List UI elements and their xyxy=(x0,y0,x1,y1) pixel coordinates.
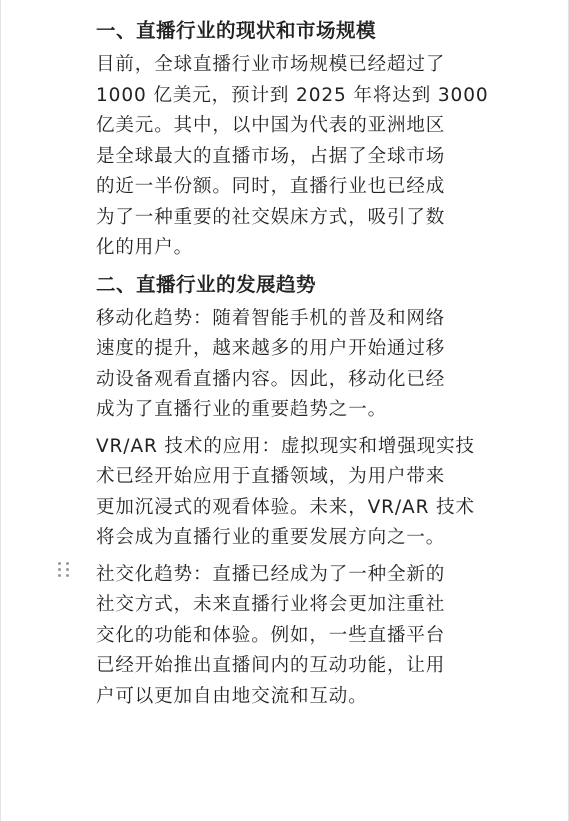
social-trend-block[interactable] xyxy=(96,560,476,713)
text-line: 的近一半份额。同时，直播行业也已经成 xyxy=(96,176,446,197)
document-body[interactable] xyxy=(96,16,489,718)
section1-paragraph[interactable] xyxy=(96,50,489,264)
text-line: 速度的提升，越来越多的用户开始通过移 xyxy=(96,338,446,359)
text-line: 动设备观看直播内容。因此，移动化已经 xyxy=(96,368,446,390)
text-line: 为了一种重要的社交娱床方式，吸引了数 xyxy=(96,206,446,228)
text-line: VR/AR 技术的应用：虚拟现实和增强现实技 xyxy=(96,435,475,457)
text-line: 目前，全球直播行业市场规模已经超过了 xyxy=(96,54,446,75)
mobile-trend-paragraph[interactable] xyxy=(96,304,476,426)
text-line: 成为了直播行业的重要趋势之一。 xyxy=(96,399,388,420)
text-line: 化的用户。 xyxy=(96,237,194,258)
drag-handle-icon[interactable] xyxy=(58,562,70,578)
text-line: 户可以更加自由地交流和互动。 xyxy=(96,685,368,707)
text-line: 移动化趋势：随着智能手机的普及和网络 xyxy=(96,307,446,329)
text-line: 已经开始推出直播间内的互动功能，让用 xyxy=(96,655,446,676)
vr-ar-paragraph[interactable] xyxy=(96,432,476,554)
text-line: 更加沉浸式的观看体验。未来，VR/AR 技术 xyxy=(96,496,475,518)
section-heading-1: 一、直播行业的现状和市场规模 xyxy=(96,19,377,42)
social-trend-paragraph[interactable] xyxy=(96,560,476,713)
text-line: 交化的功能和体验。例如，一些直播平台 xyxy=(96,624,446,646)
page-left-border xyxy=(0,0,1,821)
text-line: 亿美元。其中，以中国为代表的亚洲地区 xyxy=(96,115,446,136)
text-line: 术已经开始应用于直播领域，为用户带来 xyxy=(96,466,446,487)
text-line: 社交化趋势：直播已经成为了一种全新的 xyxy=(96,563,446,585)
section-heading-2: 二、直播行业的发展趋势 xyxy=(96,272,317,296)
text-line: 1000 亿美元，预计到 2025 年将达到 3000 xyxy=(96,84,489,106)
text-line: 是全球最大的直播市场，占据了全球市场 xyxy=(96,145,446,167)
text-line: 将会成为直播行业的重要发展方向之一。 xyxy=(96,527,446,548)
text-line: 社交方式，未来直播行业将会更加注重社 xyxy=(96,594,446,615)
